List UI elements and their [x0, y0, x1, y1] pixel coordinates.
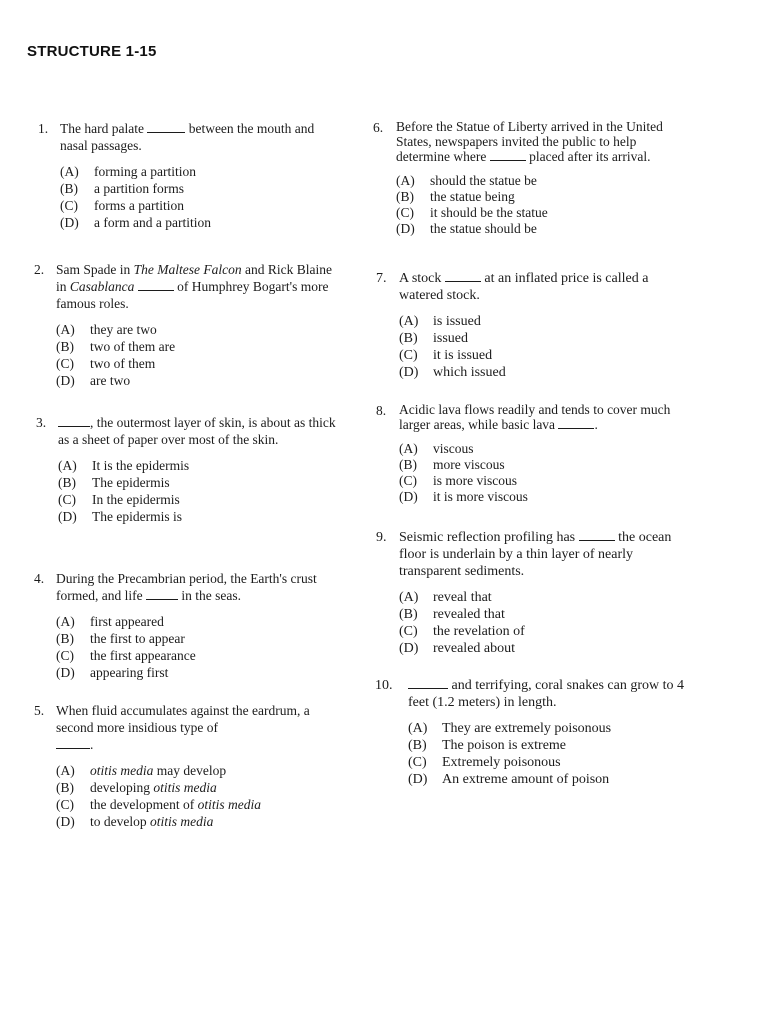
answer-blank — [146, 588, 178, 600]
option-text: the statue being — [430, 189, 515, 204]
option-d[interactable] — [34, 664, 334, 681]
question-text: Acidic lava flows readily and tends to cover much larger areas, while basic lava . — [399, 402, 671, 432]
question-number: 10. — [375, 678, 393, 693]
answer-options — [373, 173, 693, 237]
option-text: forms a partition — [94, 198, 184, 213]
option-d[interactable] — [36, 508, 336, 525]
option-letter: (C) — [396, 205, 414, 220]
option-c[interactable] — [38, 197, 338, 214]
question-number: 2. — [34, 262, 45, 277]
question-stem — [36, 414, 336, 448]
option-text: more viscous — [433, 457, 505, 472]
option-letter: (A) — [56, 763, 75, 778]
option-text: appearing first — [90, 665, 169, 680]
option-d[interactable] — [34, 372, 334, 389]
option-letter: (C) — [56, 797, 74, 812]
option-text: the development of otitis media — [90, 797, 261, 812]
question-3 — [36, 414, 336, 525]
option-letter: (A) — [399, 314, 419, 329]
option-letter: (B) — [58, 475, 76, 490]
answer-blank — [147, 121, 185, 133]
option-letter: (B) — [56, 339, 74, 354]
question-1 — [38, 120, 338, 231]
option-b[interactable] — [376, 606, 696, 623]
option-letter: (D) — [58, 509, 77, 524]
answer-options — [38, 163, 338, 231]
option-a[interactable] — [34, 762, 334, 779]
option-letter: (D) — [56, 373, 75, 388]
option-text: issued — [433, 331, 468, 346]
question-text: When fluid accumulates against the eardrum, a second more insidious type of . — [56, 703, 310, 752]
film-title: Casablanca — [69, 279, 135, 294]
answer-options — [375, 720, 695, 788]
question-number: 6. — [373, 120, 384, 135]
option-text: Extremely poisonous — [442, 755, 561, 770]
question-text: Sam Spade in The Maltese Falcon and Rick Blaine in Casablanca of Humphrey Bogart's more famous roles. — [56, 262, 332, 311]
answer-options — [376, 441, 696, 505]
question-7 — [376, 270, 696, 381]
page-heading: STRUCTURE 1-15 — [27, 43, 157, 60]
answer-blank — [579, 529, 615, 541]
option-letter: (B) — [408, 738, 427, 753]
option-letter: (D) — [399, 641, 419, 656]
answer-options — [36, 457, 336, 525]
option-letter: (B) — [399, 331, 418, 346]
option-c[interactable] — [34, 796, 334, 813]
option-text: the statue should be — [430, 221, 537, 236]
option-text: a form and a partition — [94, 215, 211, 230]
question-number: 9. — [376, 530, 387, 545]
option-text: reveal that — [433, 590, 492, 605]
option-letter: (C) — [399, 473, 417, 488]
option-a[interactable] — [376, 313, 696, 330]
option-a[interactable] — [34, 613, 334, 630]
question-stem — [373, 119, 693, 164]
option-a[interactable] — [375, 720, 695, 737]
answer-blank — [138, 279, 174, 291]
option-text: is more viscous — [433, 473, 517, 488]
option-text: should the statue be — [430, 173, 537, 188]
question-stem — [34, 702, 334, 753]
option-text: it is issued — [433, 348, 493, 363]
option-text: An extreme amount of poison — [442, 772, 610, 787]
option-text: revealed about — [433, 641, 516, 656]
option-a[interactable] — [373, 173, 693, 189]
option-a[interactable] — [376, 441, 696, 457]
question-text: Before the Statue of Liberty arrived in the United States, newspapers invited the public to help determine where placed after its arrival. — [396, 119, 663, 164]
option-text: the first appearance — [90, 648, 196, 663]
option-d[interactable] — [34, 813, 334, 830]
option-a[interactable] — [376, 589, 696, 606]
option-text: two of them — [90, 356, 156, 371]
option-b[interactable] — [34, 779, 334, 796]
option-b[interactable] — [36, 474, 336, 491]
option-letter: (C) — [56, 648, 74, 663]
option-text: which issued — [433, 365, 506, 380]
question-text: During the Precambrian period, the Earth's crust formed, and life in the seas. — [56, 571, 317, 603]
option-text: two of them are — [90, 339, 176, 354]
option-text: The poison is extreme — [442, 738, 567, 753]
option-letter: (C) — [399, 624, 418, 639]
option-b[interactable] — [376, 330, 696, 347]
question-9 — [376, 529, 696, 657]
answer-options — [34, 321, 334, 389]
option-letter: (B) — [56, 780, 74, 795]
question-6 — [373, 119, 693, 237]
option-letter: (D) — [396, 221, 415, 236]
option-text: is issued — [433, 314, 481, 329]
question-number: 8. — [376, 403, 387, 418]
option-letter: (A) — [399, 590, 419, 605]
option-b[interactable] — [375, 737, 695, 754]
question-10 — [375, 677, 695, 788]
option-text: to develop otitis media — [90, 814, 214, 829]
answer-options — [34, 613, 334, 681]
option-c[interactable] — [376, 347, 696, 364]
answer-options — [34, 762, 334, 830]
question-4 — [34, 570, 334, 681]
option-letter: (A) — [408, 721, 428, 736]
question-2 — [34, 261, 334, 389]
question-8 — [376, 402, 696, 505]
option-a[interactable] — [34, 321, 334, 338]
option-a[interactable] — [38, 163, 338, 180]
option-letter: (B) — [56, 631, 74, 646]
option-d[interactable] — [376, 489, 696, 505]
question-stem — [34, 570, 334, 604]
option-letter: (B) — [399, 607, 418, 622]
option-letter: (B) — [60, 181, 78, 196]
answer-options — [376, 589, 696, 657]
answer-blank — [58, 415, 90, 427]
question-text: and terrifying, coral snakes can grow to 4 feet (1.2 meters) in length. — [408, 678, 684, 710]
question-text: The hard palate between the mouth and nasal passages. — [60, 121, 315, 153]
option-text: first appeared — [90, 614, 164, 629]
option-text: revealed that — [433, 607, 505, 622]
option-letter: (C) — [408, 755, 427, 770]
option-c[interactable] — [375, 754, 695, 771]
film-title: The Maltese Falcon — [133, 262, 242, 277]
option-b[interactable] — [376, 457, 696, 473]
question-text: , the outermost layer of skin, is about as thick as a sheet of paper over most of the skin. — [58, 415, 336, 447]
question-text: Seismic reflection profiling has the ocean floor is underlain by a thin layer of nearly transparent sediments. — [399, 530, 672, 579]
option-letter: (A) — [396, 173, 415, 188]
option-text: otitis media may develop — [90, 763, 227, 778]
option-text: are two — [90, 373, 131, 388]
question-text: A stock at an inflated price is called a watered stock. — [399, 271, 649, 303]
answer-blank — [408, 677, 448, 689]
option-letter: (D) — [60, 215, 79, 230]
option-text: developing otitis media — [90, 780, 217, 795]
option-text: It is the epidermis — [92, 458, 190, 473]
option-b[interactable] — [34, 338, 334, 355]
option-letter: (D) — [56, 814, 75, 829]
option-letter: (D) — [408, 772, 428, 787]
option-text: they are two — [90, 322, 157, 337]
option-letter: (C) — [60, 198, 78, 213]
option-c[interactable] — [34, 647, 334, 664]
answer-options — [376, 313, 696, 381]
option-text: the first to appear — [90, 631, 185, 646]
question-stem — [375, 677, 695, 711]
option-text: a partition forms — [94, 181, 184, 196]
option-letter: (C) — [58, 492, 76, 507]
question-number: 1. — [38, 121, 49, 136]
option-text: The epidermis is — [92, 509, 182, 524]
option-letter: (D) — [399, 365, 419, 380]
question-number: 7. — [376, 271, 387, 286]
option-d[interactable] — [38, 214, 338, 231]
option-a[interactable] — [36, 457, 336, 474]
option-text: The epidermis — [92, 475, 170, 490]
option-letter: (B) — [399, 457, 417, 472]
option-letter: (A) — [56, 614, 75, 629]
question-stem — [34, 261, 334, 312]
option-text: In the epidermis — [92, 492, 180, 507]
option-text: viscous — [433, 441, 474, 456]
option-d[interactable] — [376, 364, 696, 381]
question-stem — [376, 529, 696, 580]
option-b[interactable] — [34, 630, 334, 647]
question-stem — [376, 402, 696, 432]
option-text: the revelation of — [433, 624, 525, 639]
answer-blank — [490, 149, 526, 161]
option-letter: (C) — [56, 356, 74, 371]
question-stem — [38, 120, 338, 154]
option-text: They are extremely poisonous — [442, 721, 612, 736]
option-letter: (B) — [396, 189, 414, 204]
question-number: 3. — [36, 415, 47, 430]
option-text: forming a partition — [94, 164, 196, 179]
option-d[interactable] — [375, 771, 695, 788]
question-number: 4. — [34, 571, 45, 586]
option-c[interactable] — [376, 623, 696, 640]
question-stem — [376, 270, 696, 304]
option-text: it should be the statue — [430, 205, 548, 220]
option-text: it is more viscous — [433, 489, 528, 504]
option-b[interactable] — [38, 180, 338, 197]
option-c[interactable] — [376, 473, 696, 489]
option-d[interactable] — [376, 640, 696, 657]
option-b[interactable] — [373, 189, 693, 205]
question-number: 5. — [34, 703, 45, 718]
option-letter: (C) — [399, 348, 418, 363]
question-5 — [34, 702, 334, 830]
answer-blank — [56, 737, 90, 749]
option-c[interactable] — [36, 491, 336, 508]
option-letter: (A) — [56, 322, 75, 337]
option-c[interactable] — [373, 205, 693, 221]
answer-blank — [558, 417, 594, 429]
option-letter: (A) — [58, 458, 77, 473]
option-c[interactable] — [34, 355, 334, 372]
answer-blank — [445, 270, 481, 282]
option-d[interactable] — [373, 221, 693, 237]
option-letter: (D) — [56, 665, 75, 680]
option-letter: (A) — [60, 164, 79, 179]
option-letter: (D) — [399, 489, 418, 504]
option-letter: (A) — [399, 441, 418, 456]
